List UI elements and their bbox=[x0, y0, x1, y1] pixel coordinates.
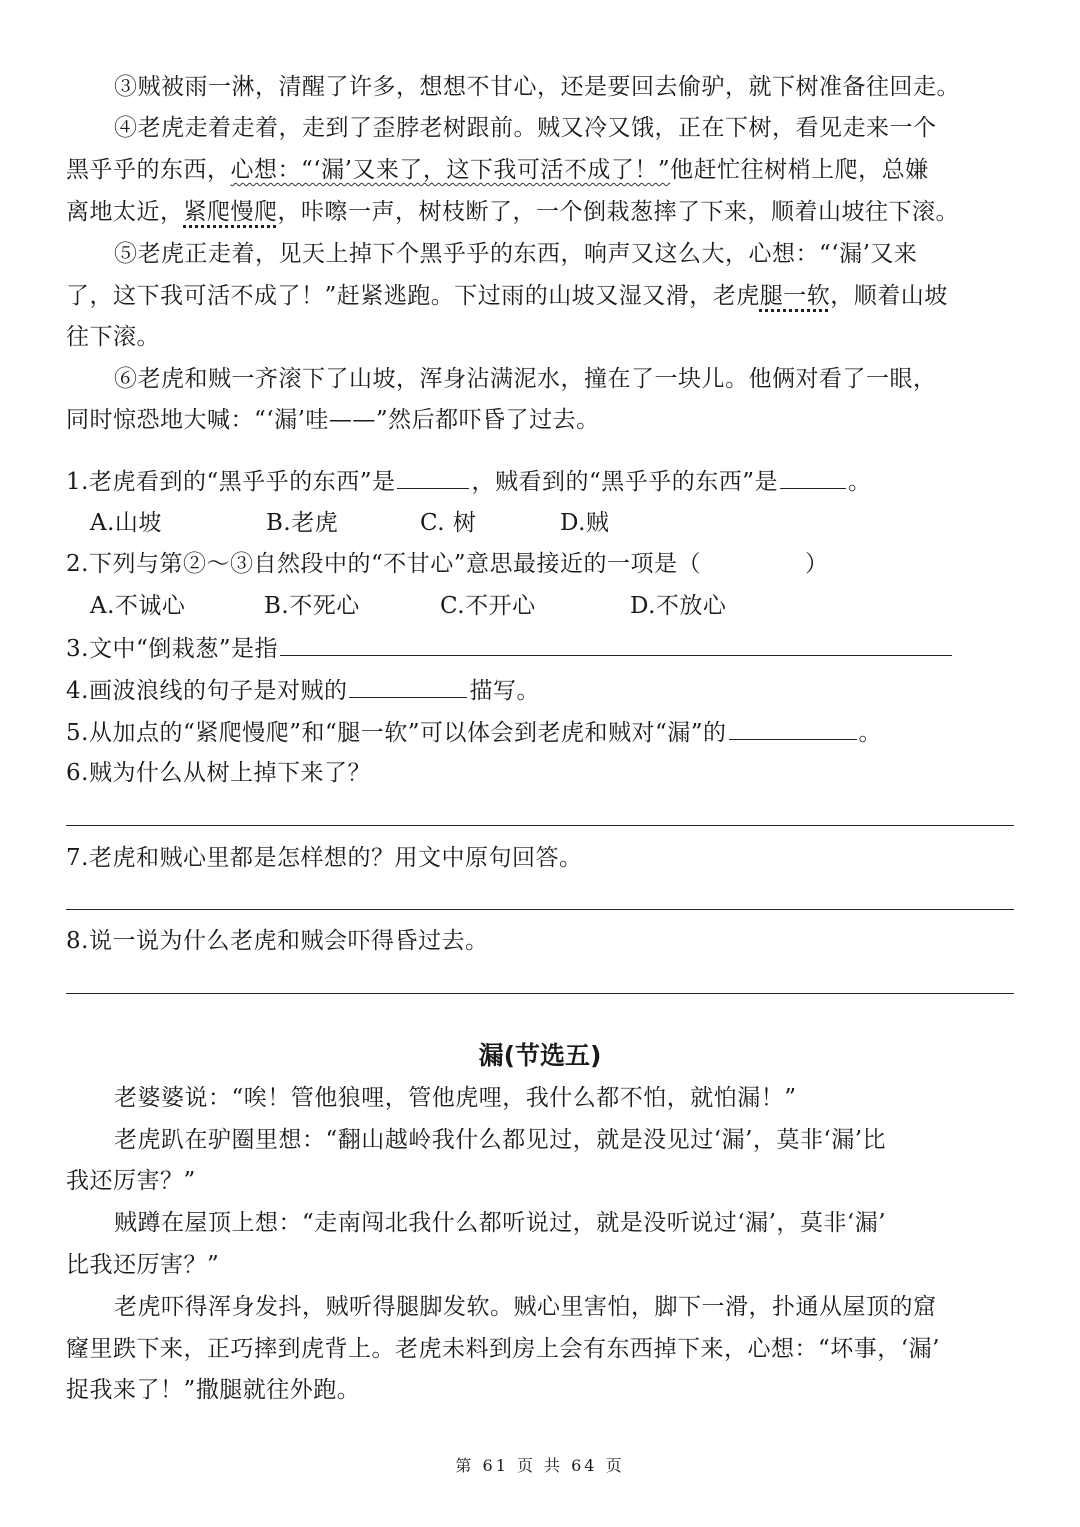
question-1 bbox=[66, 466, 872, 497]
wavy-underlined-sentence: 心想：“‘漏’又来了，这下我可活不成了！” bbox=[230, 157, 671, 183]
option-c[interactable]: C. 树 bbox=[420, 510, 477, 536]
dotted-phrase: 紧爬慢爬 bbox=[183, 199, 278, 225]
question-2-options bbox=[66, 591, 766, 621]
text-span: ，顺着山坡 bbox=[830, 283, 948, 309]
question-8: 8.说一说为什么老虎和贼会吓得昏过去。 bbox=[66, 928, 489, 954]
question-2 bbox=[66, 549, 828, 579]
text-span: ，咔嚓一声，树枝断了，一个倒栽葱摔了下来，顺着山坡往下滚。 bbox=[277, 199, 959, 225]
answer-blank[interactable] bbox=[349, 675, 467, 698]
question-4 bbox=[66, 675, 540, 706]
text-span: 了，这下我可活不成了！”赶紧逃跑。下过雨的山坡又湿又滑，老虎 bbox=[66, 283, 760, 309]
page-footer: 第 61 页 共 64 页 bbox=[455, 1456, 625, 1475]
option-b[interactable]: B.不死心 bbox=[264, 593, 360, 619]
paragraph-4-line-3 bbox=[66, 197, 959, 227]
section2-line-6: 老虎吓得浑身发抖，贼听得腿脚发软。贼心里害怕，脚下一滑，扑通从屋顶的窟 bbox=[114, 1294, 937, 1320]
text-span: 描写。 bbox=[469, 678, 540, 704]
option-d[interactable]: D.不放心 bbox=[630, 593, 727, 619]
text-span: 1.老虎看到的“黑乎乎的东西”是 bbox=[66, 469, 396, 495]
section2-line-7: 窿里跌下来，正巧摔到虎背上。老虎未料到房上会有东西掉下来，心想：“坏事，‘漏’ bbox=[66, 1336, 940, 1362]
question-1-options bbox=[66, 508, 666, 538]
text-span: 2.下列与第②～③自然段中的“不甘心”意思最接近的一项是（ bbox=[66, 551, 701, 577]
section2-line-2: 老虎趴在驴圈里想：“翻山越岭我什么都见过，就是没见过‘漏’，莫非‘漏’比 bbox=[114, 1127, 887, 1153]
paragraph-4-line-2 bbox=[66, 155, 929, 185]
text-span: 黑乎乎的东西， bbox=[66, 157, 231, 183]
section-title: 漏(节选五) bbox=[478, 1041, 602, 1070]
paragraph-4-line-1: ④老虎走着走着，走到了歪脖老树跟前。贼又冷又饿，正在下树，看见走来一个 bbox=[114, 115, 937, 141]
paragraph-5-line-1: ⑤老虎正走着，见天上掉下个黑乎乎的东西，响声又这么大，心想：“‘漏’又来 bbox=[114, 241, 918, 267]
text-span: 他赶忙往树梢上爬，总嫌 bbox=[670, 157, 929, 183]
section2-line-3: 我还厉害？” bbox=[66, 1168, 196, 1194]
text-span: ，贼看到的“黑乎乎的东西”是 bbox=[471, 469, 778, 495]
paragraph-5-line-3: 往下滚。 bbox=[66, 324, 160, 350]
paragraph-3: ③贼被雨一淋，清醒了许多，想想不甘心，还是要回去偷驴，就下树准备往回走。 bbox=[114, 74, 960, 100]
text-span: 离地太近， bbox=[66, 199, 184, 225]
answer-line-7[interactable] bbox=[66, 909, 1014, 910]
paragraph-6-line-1: ⑥老虎和贼一齐滚下了山坡，浑身沾满泥水，撞在了一块儿。他俩对看了一眼， bbox=[114, 366, 937, 392]
answer-blank[interactable] bbox=[780, 466, 846, 489]
option-a[interactable]: A.山坡 bbox=[90, 510, 162, 536]
answer-blank[interactable] bbox=[729, 717, 857, 740]
text-span: 4.画波浪线的句子是对贼的 bbox=[66, 678, 348, 704]
question-7: 7.老虎和贼心里都是怎样想的？用文中原句回答。 bbox=[66, 845, 583, 871]
text-span: 。 bbox=[848, 469, 872, 495]
section2-line-4: 贼蹲在屋顶上想：“走南闯北我什么都听说过，就是没听说过‘漏’，莫非‘漏’ bbox=[114, 1210, 887, 1236]
text-span: 。 bbox=[858, 720, 882, 746]
option-d[interactable]: D.贼 bbox=[560, 510, 610, 536]
text-span: 3.文中“倒栽葱”是指 bbox=[66, 636, 278, 662]
paragraph-5-line-2 bbox=[66, 281, 948, 311]
answer-blank[interactable] bbox=[397, 466, 469, 489]
answer-blank[interactable] bbox=[280, 633, 952, 656]
answer-line-6[interactable] bbox=[66, 825, 1014, 826]
option-c[interactable]: C.不开心 bbox=[440, 593, 536, 619]
section2-line-5: 比我还厉害？” bbox=[66, 1252, 220, 1278]
section2-line-8: 捉我来了！”撒腿就往外跑。 bbox=[66, 1377, 361, 1403]
section2-line-1: 老婆婆说：“唉！管他狼哩，管他虎哩，我什么都不怕，就怕漏！” bbox=[114, 1085, 797, 1111]
text-span: ） bbox=[804, 551, 829, 577]
question-6: 6.贼为什么从树上掉下来了？ bbox=[66, 760, 371, 786]
option-b[interactable]: B.老虎 bbox=[266, 510, 339, 536]
answer-line-8[interactable] bbox=[66, 993, 1014, 994]
text-span: 5.从加点的“紧爬慢爬”和“腿一软”可以体会到老虎和贼对“漏”的 bbox=[66, 720, 727, 746]
question-5 bbox=[66, 717, 882, 748]
paragraph-6-line-2: 同时惊恐地大喊：“‘漏’哇——”然后都吓昏了过去。 bbox=[66, 407, 600, 433]
question-3 bbox=[66, 633, 954, 664]
dotted-phrase: 腿一软 bbox=[759, 283, 831, 309]
option-a[interactable]: A.不诚心 bbox=[90, 593, 186, 619]
